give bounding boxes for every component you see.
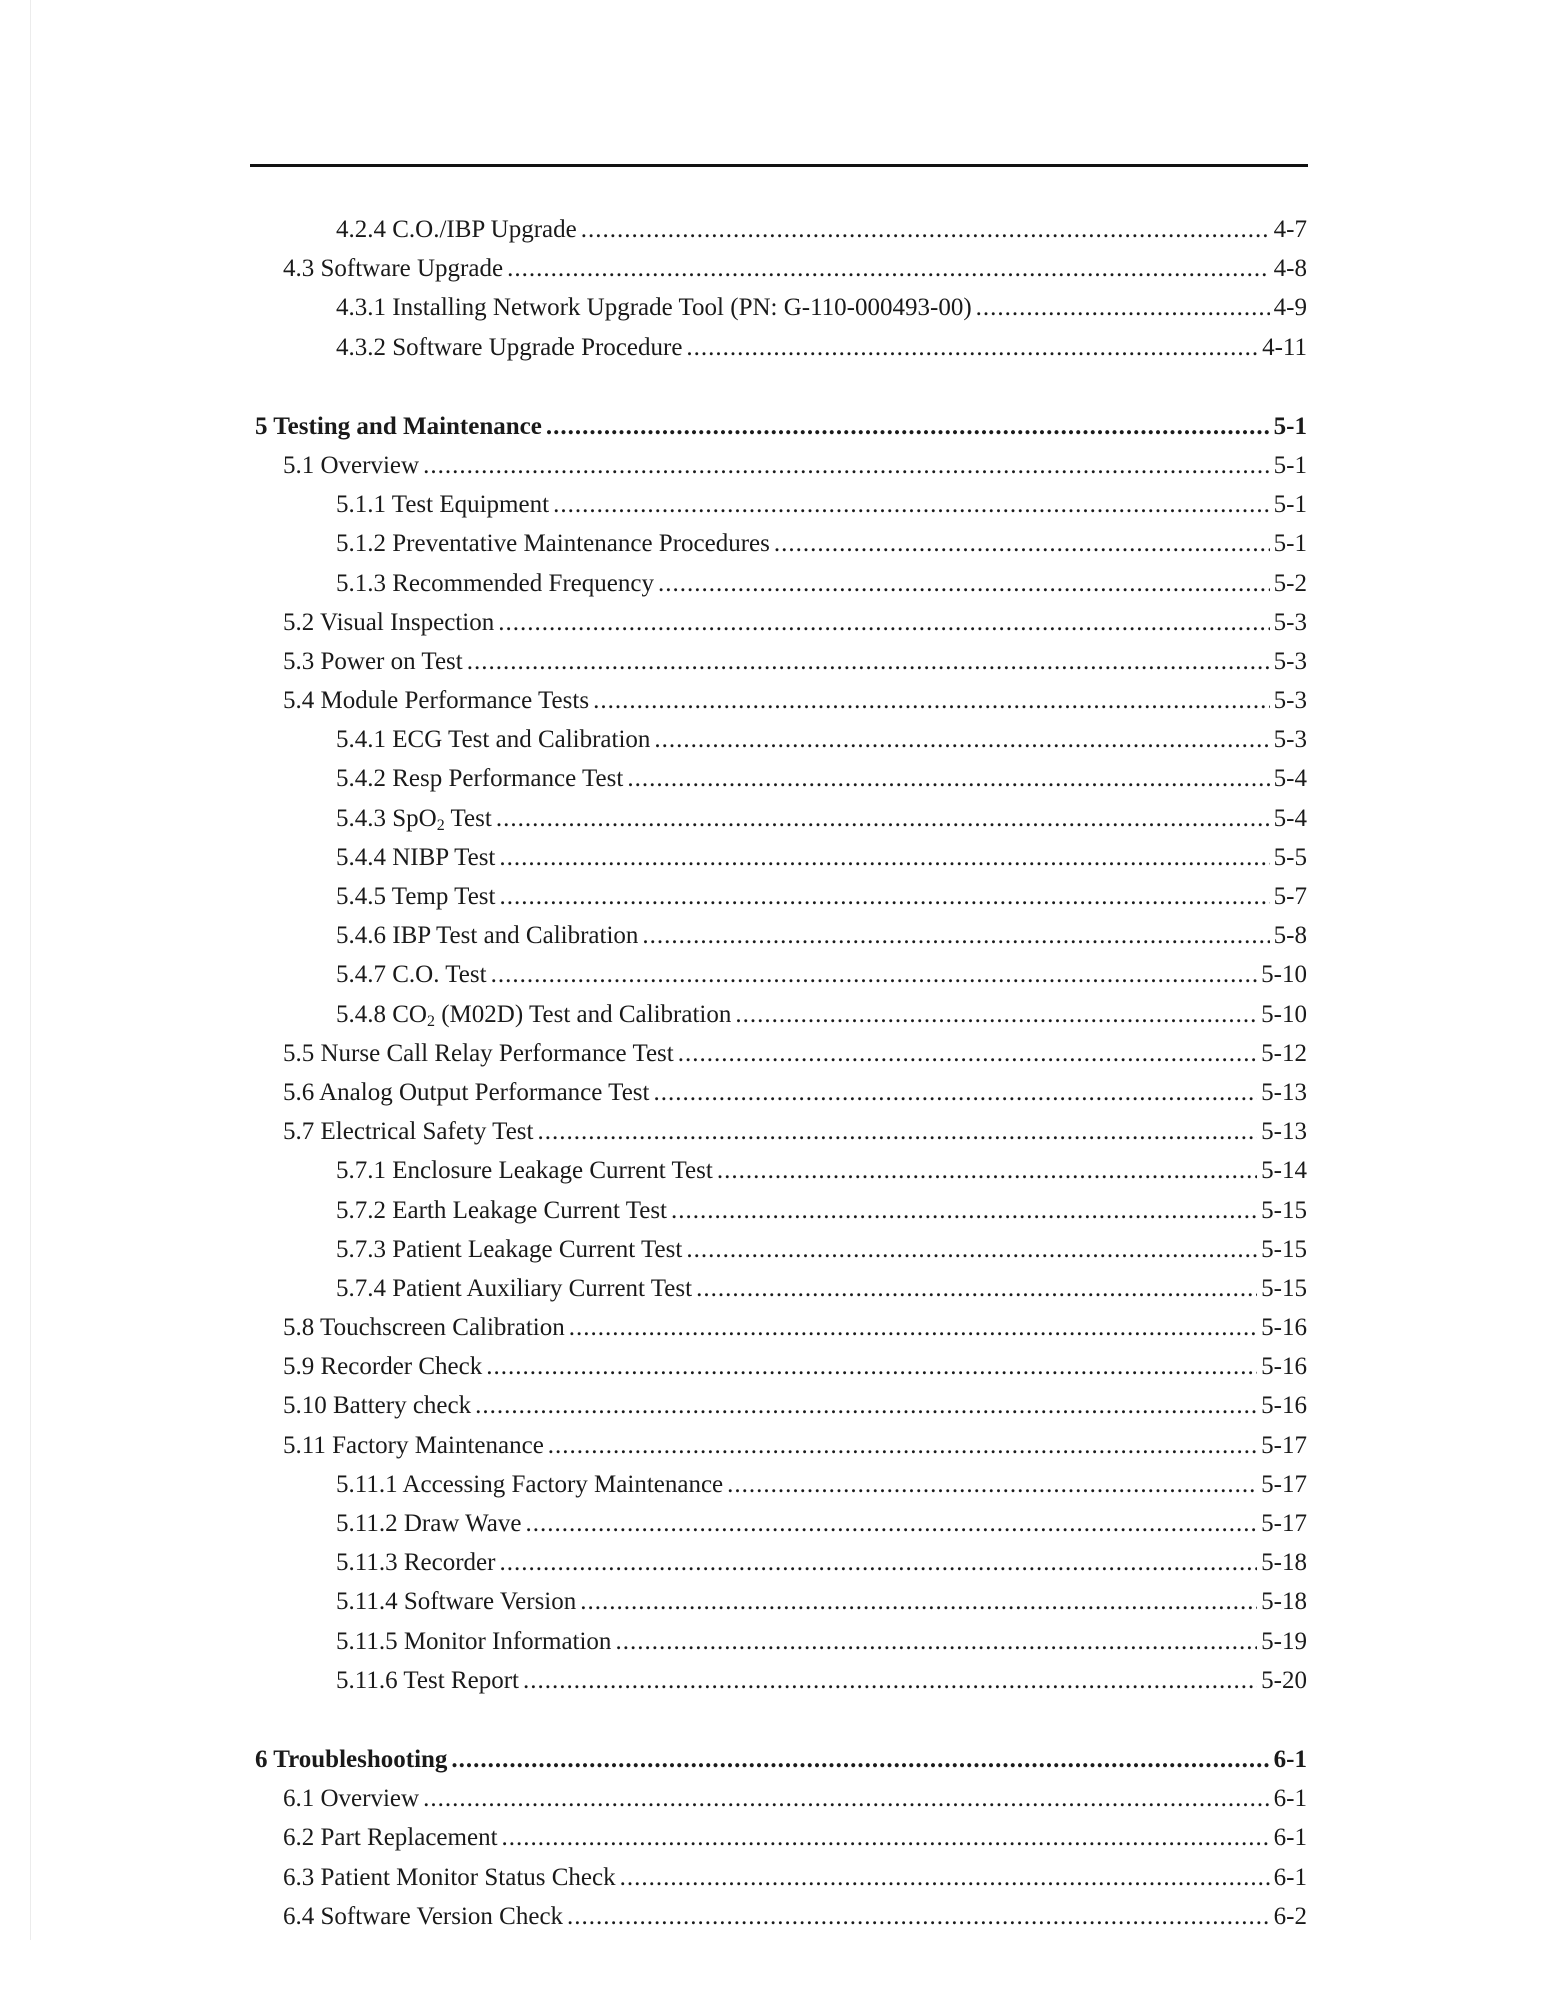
- toc-entry-label: 4.3.1 Installing Network Upgrade Tool (PN: G-110-000493-00): [336, 294, 972, 322]
- toc-page-number: 5-2: [1273, 569, 1307, 597]
- toc-entry-label: 5.3 Power on Test: [283, 647, 463, 675]
- dot-leader: [553, 485, 1270, 524]
- toc-entry[interactable]: [255, 485, 1307, 524]
- toc-entry-label-part: 5.4.3 SpO: [336, 804, 437, 832]
- toc-page-number: 5-13: [1261, 1118, 1307, 1146]
- dot-leader: [658, 564, 1270, 603]
- toc-entry-label: 6.1 Overview: [283, 1785, 420, 1813]
- dot-leader: [653, 1073, 1257, 1112]
- dot-leader: [678, 1034, 1257, 1073]
- toc-page-number: 5-3: [1273, 647, 1307, 675]
- dot-leader: [451, 1740, 1269, 1779]
- toc-page-number: 5-3: [1273, 687, 1307, 715]
- toc-entry-label: 5.2 Visual Inspection: [283, 608, 495, 636]
- dot-leader: [546, 407, 1270, 446]
- toc-entry[interactable]: [255, 1308, 1307, 1347]
- toc-entry[interactable]: [255, 1034, 1307, 1073]
- dot-leader: [581, 210, 1270, 249]
- toc-page-number: 5-8: [1273, 922, 1307, 950]
- toc-entry[interactable]: [255, 1191, 1307, 1230]
- toc-page-number: 5-17: [1261, 1510, 1307, 1537]
- toc-entry-label: 6.3 Patient Monitor Status Check: [283, 1863, 616, 1891]
- header-rule: [250, 164, 1308, 167]
- dot-leader: [580, 1582, 1257, 1621]
- toc-entry-label: 5.7.2 Earth Leakage Current Test: [336, 1196, 668, 1224]
- dot-leader: [498, 603, 1269, 642]
- toc-page-number: 5-17: [1261, 1470, 1307, 1498]
- toc-entry-label: 4.3 Software Upgrade: [283, 255, 504, 283]
- toc-entry[interactable]: [255, 1858, 1307, 1897]
- toc-page-number: 5-7: [1273, 883, 1307, 910]
- toc-entry-label: 6 Troubleshooting: [255, 1745, 448, 1773]
- toc-entry-label: 5.11 Factory Maintenance: [283, 1431, 544, 1459]
- toc-entry[interactable]: [255, 603, 1307, 642]
- toc-page-number: 4-7: [1273, 216, 1307, 243]
- toc-entry-label: 5.7.1 Enclosure Leakage Current Test: [336, 1157, 713, 1185]
- toc-page-number: 6-1: [1273, 1824, 1307, 1852]
- dot-leader: [467, 642, 1270, 681]
- toc-entry[interactable]: [255, 681, 1307, 720]
- toc-entry[interactable]: [255, 210, 1307, 249]
- dot-leader: [686, 1230, 1257, 1269]
- toc-entry-label: 5.4.5 Temp Test: [336, 883, 496, 910]
- dot-leader: [567, 1897, 1270, 1936]
- toc-page-number: 4-9: [1273, 294, 1307, 322]
- toc-entry[interactable]: [255, 1779, 1307, 1818]
- dot-leader: [671, 1191, 1257, 1230]
- dot-leader: [475, 1386, 1257, 1425]
- toc-page-number: 5-15: [1261, 1274, 1307, 1302]
- page-edge-line: [30, 0, 31, 1940]
- toc-entry-label: 5.11.4 Software Version: [336, 1588, 577, 1616]
- toc-entry-label: 5.7 Electrical Safety Test: [283, 1118, 534, 1146]
- toc-entry[interactable]: [255, 328, 1307, 367]
- dot-leader: [499, 1543, 1257, 1582]
- toc-entry[interactable]: [255, 1622, 1307, 1661]
- toc-page-number: 5-18: [1261, 1549, 1307, 1577]
- dot-leader: [523, 1661, 1257, 1700]
- toc-entry-label: 5.1.1 Test Equipment: [336, 491, 550, 519]
- toc-entry-label: 5.4.4 NIBP Test: [336, 843, 496, 871]
- dot-leader: [569, 1308, 1257, 1347]
- toc-entry[interactable]: [255, 249, 1307, 288]
- dot-leader: [537, 1112, 1257, 1151]
- toc-entry[interactable]: [255, 288, 1307, 327]
- toc-page-number: 5-1: [1273, 491, 1307, 519]
- dot-leader: [735, 995, 1257, 1034]
- toc-page-number: 6-1: [1273, 1785, 1307, 1813]
- dot-leader: [696, 1269, 1257, 1308]
- toc-entry[interactable]: [255, 1112, 1307, 1151]
- toc-entry-label: 5.11.6 Test Report: [336, 1666, 519, 1694]
- dot-leader: [976, 288, 1270, 327]
- toc-entry-label: [336, 799, 492, 838]
- toc-entry[interactable]: [255, 759, 1307, 798]
- toc-entry[interactable]: [255, 916, 1307, 955]
- toc-entry-label: 5.11.1 Accessing Factory Maintenance: [336, 1470, 724, 1498]
- toc-entry-label: 5.11.3 Recorder: [336, 1549, 496, 1577]
- toc-entry-label: 5.1.3 Recommended Frequency: [336, 569, 654, 597]
- toc-entry-label: 5.11.5 Monitor Information: [336, 1627, 612, 1655]
- toc-entry-label: [336, 995, 731, 1034]
- toc-entry-label: 5.4.2 Resp Performance Test: [336, 765, 624, 793]
- dot-leader: [774, 524, 1270, 563]
- toc-entry-label: 5.1 Overview: [283, 451, 420, 479]
- toc-page-number: 4-11: [1262, 333, 1307, 361]
- toc-page-number: 5-4: [1273, 765, 1307, 793]
- toc-entry[interactable]: [255, 524, 1307, 563]
- toc-page-number: 5-3: [1273, 608, 1307, 636]
- toc-page-number: 5-5: [1273, 843, 1307, 871]
- toc-entry[interactable]: [255, 1151, 1307, 1190]
- dot-leader: [486, 1347, 1257, 1386]
- toc-entry[interactable]: [255, 1269, 1307, 1308]
- toc-entry-label: 5.9 Recorder Check: [283, 1353, 483, 1381]
- toc-entry[interactable]: [255, 1661, 1307, 1700]
- toc-entry[interactable]: [255, 1426, 1307, 1465]
- toc-entry-label: 5.7.4 Patient Auxiliary Current Test: [336, 1274, 693, 1302]
- toc-page-number: 5-18: [1261, 1588, 1307, 1616]
- dot-leader: [654, 720, 1269, 759]
- toc-entry-label-part: 5.4.8 CO: [336, 1000, 427, 1028]
- toc-page-number: 5-17: [1261, 1431, 1307, 1459]
- toc-entry[interactable]: [255, 1897, 1307, 1936]
- toc-entry[interactable]: [255, 1386, 1307, 1425]
- dot-leader: [548, 1426, 1257, 1465]
- dot-leader: [686, 328, 1258, 367]
- toc-entry-label: 5 Testing and Maintenance: [255, 412, 542, 440]
- toc-entry-label: 5.1.2 Preventative Maintenance Procedures: [336, 530, 770, 558]
- toc-entry-label: 5.6 Analog Output Performance Test: [283, 1078, 650, 1106]
- toc-entry[interactable]: [255, 877, 1307, 916]
- toc-entry-label-part: Test: [444, 804, 492, 832]
- dot-leader: [491, 955, 1258, 994]
- toc-entry-label: 6.2 Part Replacement: [283, 1824, 498, 1852]
- toc-chapter-entry[interactable]: [255, 407, 1307, 446]
- toc-page-number: 5-15: [1261, 1235, 1307, 1263]
- dot-leader: [507, 249, 1270, 288]
- dot-leader: [502, 1818, 1270, 1857]
- toc-page-number: 5-4: [1273, 804, 1307, 832]
- toc-entry[interactable]: [255, 799, 1307, 838]
- toc-entry-subscript: 2: [426, 1012, 435, 1030]
- dot-leader: [593, 681, 1270, 720]
- toc-page-number: 5-12: [1261, 1039, 1307, 1067]
- toc-entry[interactable]: [255, 720, 1307, 759]
- toc-page-number: 6-2: [1273, 1902, 1307, 1930]
- toc-entry[interactable]: [255, 955, 1307, 994]
- toc-page-number: 5-20: [1261, 1666, 1307, 1694]
- toc-page-number: 5-16: [1261, 1314, 1307, 1342]
- toc-entry-label: 6.4 Software Version Check: [283, 1902, 564, 1930]
- toc-entry[interactable]: [255, 1818, 1307, 1857]
- toc-page-number: 5-16: [1261, 1353, 1307, 1381]
- dot-leader: [627, 759, 1269, 798]
- toc-entry[interactable]: [255, 1582, 1307, 1621]
- dot-leader: [525, 1504, 1257, 1543]
- toc-entry[interactable]: [255, 564, 1307, 603]
- toc-entry-label: 5.4.6 IBP Test and Calibration: [336, 922, 639, 950]
- toc-entry[interactable]: [255, 446, 1307, 485]
- dot-leader: [717, 1151, 1257, 1190]
- toc-page-number: 5-1: [1273, 412, 1307, 440]
- toc-entry-label-part: (M02D) Test and Calibration: [434, 1000, 732, 1028]
- toc-page-number: 6-1: [1273, 1863, 1307, 1891]
- toc-entry-label: 5.4.7 C.O. Test: [336, 961, 487, 989]
- toc-entry[interactable]: [255, 642, 1307, 681]
- toc-page-number: 5-19: [1261, 1627, 1307, 1655]
- toc-entry-label: 4.2.4 C.O./IBP Upgrade: [336, 216, 577, 243]
- toc-entry-label: 4.3.2 Software Upgrade Procedure: [336, 333, 683, 361]
- toc-entry[interactable]: [255, 1465, 1307, 1504]
- toc-entry[interactable]: [255, 838, 1307, 877]
- toc-page-number: 4-8: [1273, 255, 1307, 283]
- toc-entry-label: 5.4.1 ECG Test and Calibration: [336, 726, 651, 754]
- toc-entry-subscript: 2: [436, 816, 445, 834]
- toc-entry[interactable]: [255, 1543, 1307, 1582]
- toc-entry[interactable]: [255, 1073, 1307, 1112]
- toc-page-number: 5-10: [1261, 1000, 1307, 1028]
- toc-entry[interactable]: [255, 1230, 1307, 1269]
- dot-leader: [499, 877, 1269, 916]
- toc-page-number: 5-14: [1261, 1157, 1307, 1185]
- dot-leader: [496, 799, 1270, 838]
- toc-entry-label: 5.10 Battery check: [283, 1392, 472, 1420]
- table-of-contents: [255, 210, 1307, 1936]
- toc-page-number: 5-1: [1273, 530, 1307, 558]
- toc-entry-label: 5.5 Nurse Call Relay Performance Test: [283, 1039, 674, 1067]
- dot-leader: [615, 1622, 1257, 1661]
- toc-page-number: 5-16: [1261, 1392, 1307, 1420]
- dot-leader: [727, 1465, 1257, 1504]
- toc-chapter-entry[interactable]: [255, 1740, 1307, 1779]
- toc-entry-label: 5.8 Touchscreen Calibration: [283, 1314, 565, 1342]
- toc-entry-label: 5.11.2 Draw Wave: [336, 1510, 522, 1537]
- toc-page-number: 5-13: [1261, 1078, 1307, 1106]
- toc-page-number: 5-10: [1261, 961, 1307, 989]
- toc-entry-label: 5.7.3 Patient Leakage Current Test: [336, 1235, 683, 1263]
- toc-page-number: 5-3: [1273, 726, 1307, 754]
- toc-entry-label: 5.4 Module Performance Tests: [283, 687, 590, 715]
- toc-entry[interactable]: [255, 1504, 1307, 1543]
- dot-leader: [423, 446, 1270, 485]
- dot-leader: [620, 1858, 1270, 1897]
- toc-entry[interactable]: [255, 995, 1307, 1034]
- toc-page-number: 5-15: [1261, 1196, 1307, 1224]
- toc-page-number: 5-1: [1273, 451, 1307, 479]
- toc-entry[interactable]: [255, 1347, 1307, 1386]
- dot-leader: [423, 1779, 1270, 1818]
- dot-leader: [642, 916, 1269, 955]
- dot-leader: [499, 838, 1269, 877]
- toc-page-number: 6-1: [1273, 1745, 1307, 1773]
